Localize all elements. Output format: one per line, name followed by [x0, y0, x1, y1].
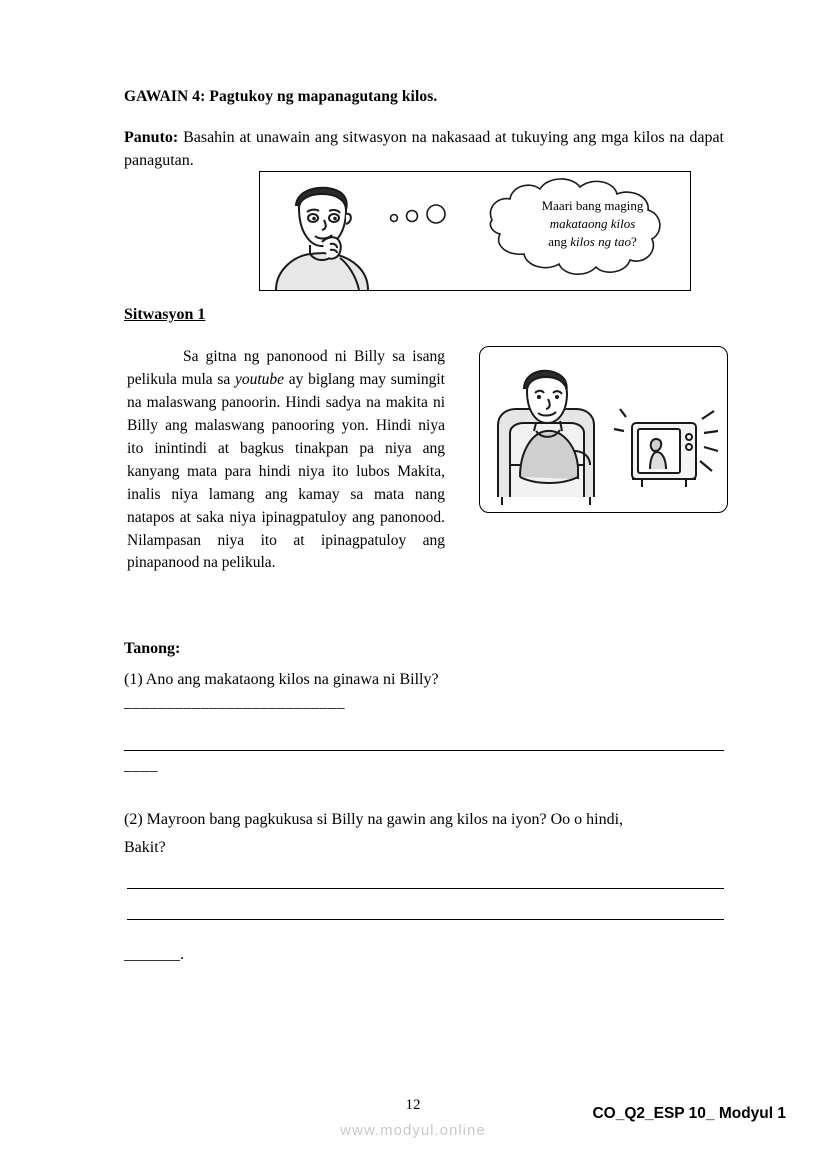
story-part-1: Sa gitna ng panonood ni Billy sa isang pelikula mula sa — [127, 348, 445, 388]
answer-line-2b[interactable] — [127, 919, 724, 920]
footer-module-code: CO_Q2_ESP 10_ Modyul 1 — [592, 1105, 786, 1122]
document-content — [124, 88, 724, 963]
watermark: www.modyul.online — [340, 1122, 486, 1139]
page-number: 12 — [405, 1097, 421, 1113]
bubble-line-1: Maari bang maging — [541, 198, 644, 213]
answer-line-2c[interactable]: _______. — [124, 946, 184, 963]
bubble-line-3-em: kilos ng tao — [570, 233, 631, 249]
thought-bubble-text — [505, 197, 680, 251]
instructions-label: Panuto: — [124, 129, 179, 146]
question-2 — [124, 806, 724, 862]
answer-line-1c[interactable]: ____ — [124, 757, 158, 774]
comic-illustration-box — [259, 171, 691, 291]
bubble-line-3-pre: ang — [548, 233, 571, 249]
question-2-line-1: (2) Mayroon bang pagkukusa si Billy na gawin ang kilos na iyon? Oo o hindi, — [124, 811, 624, 828]
questions-label: Tanong: — [124, 640, 181, 657]
page-title: GAWAIN 4: Pagtukoy ng mapanagutang kilos. — [124, 88, 438, 105]
situation-label: Sitwasyon 1 — [124, 306, 206, 323]
instructions-paragraph — [124, 126, 724, 172]
answer-line-1a[interactable]: __________________________ — [124, 694, 345, 711]
instructions-text: Basahin at unawain ang sitwasyon na nakasaad at tukuying ang mga kilos na dapat panagutan. — [124, 129, 724, 170]
answer-line-1b[interactable] — [124, 750, 724, 751]
story-part-2: ay biglang may sumingit na malaswang panoorin. Hindi sadya na makita ni Billy ang malaswang panooring yon. Hindi niya ito inintindi at bagkus tinakpan pa niya ang kanyang mata para hindi niya ito lubos Makita, inalis niya lamang ang kamay sa mata nang natapos at saka niya ipinagpatuloy ang panonood. Nilampasan niya ito at ipinagpatuloy ang pinapanood na pelikula. — [127, 370, 445, 572]
tv-illustration-box — [479, 346, 728, 513]
story-paragraph — [127, 346, 445, 575]
story-italic-youtube: youtube — [234, 370, 285, 388]
question-1: (1) Ano ang makataong kilos na ginawa ni Billy? — [124, 671, 439, 688]
question-2-line-2: Bakit? — [124, 839, 166, 856]
answer-line-2a[interactable] — [127, 888, 724, 889]
bubble-line-2: makataong kilos — [549, 215, 636, 231]
bubble-line-3-post: ? — [630, 233, 637, 249]
boy-watching-tv-illustration — [480, 347, 727, 512]
